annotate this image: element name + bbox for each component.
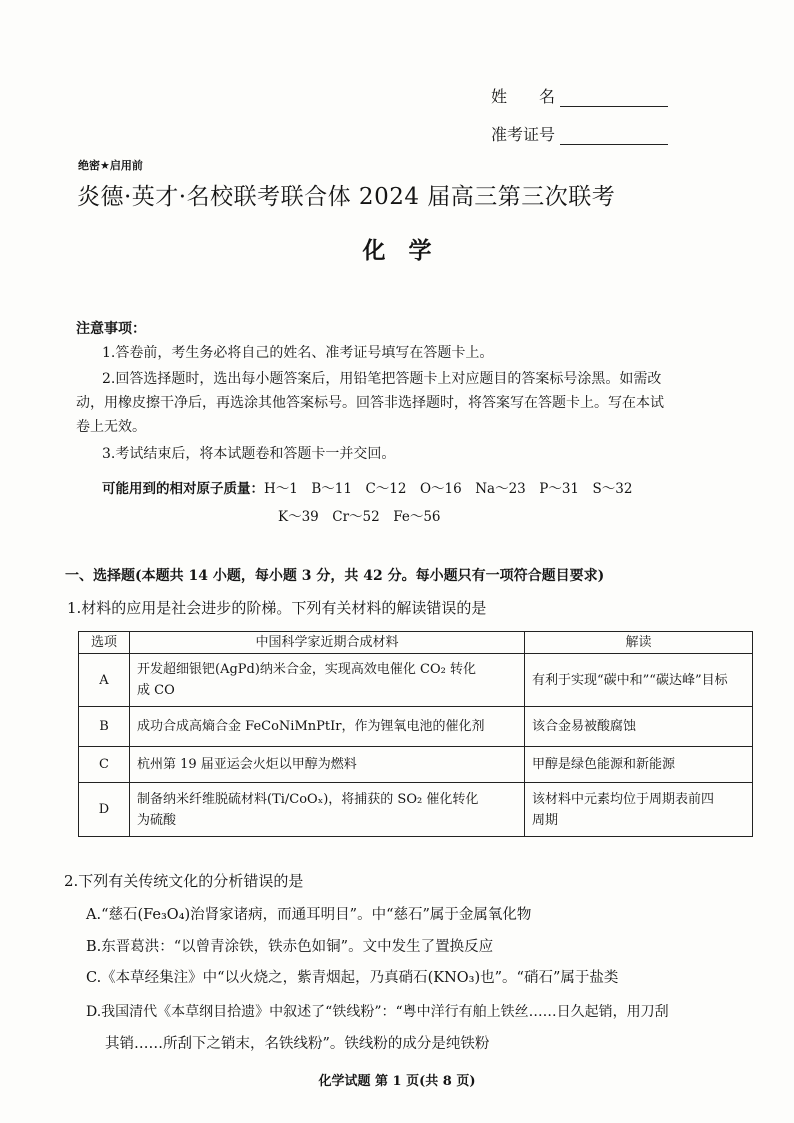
question-2-option-d-line-1: D.我国清代《本草纲目拾遗》中叙述了“铁线粉”：“粤中洋行有舶上铁丝……日久起销，用刀刮 [86,1004,669,1020]
row-interpretation: 甲醇是绿色能源和新能源 [525,747,753,783]
row-interpretation: 有利于实现“碳中和”“碳达峰”目标 [525,654,753,707]
section-1-heading [65,565,604,585]
row-interpretation: 该合金易被酸腐蚀 [525,707,753,747]
name-label: 姓 名 [491,87,556,106]
question-2-option-c: C.《本草经集注》中“以火烧之，紫青烟起，乃真硝石(KNO₃)也”。“硝石”属于盐类 [86,970,619,986]
notice-item-2-line-2: 动，用橡皮擦干净后，再选涂其他答案标号。回答非选择题时，将答案写在答题卡上。写在本试 [76,395,664,411]
header-material: 中国科学家近期合成材料 [130,632,525,654]
name-blank [560,88,668,107]
exam-id-label: 准考证号 [491,125,556,144]
row-material-line: 成 CO [137,683,175,698]
notice-item-2-line-1: 2.回答选择题时，选出每小题答案后，用铅笔把答题卡上对应题目的答案标号涂黑。如需改 [102,371,662,387]
row-option: A [79,654,130,707]
row-option: B [79,707,130,747]
atomic-mass-values-1: H～1 B～11 C～12 O～16 Na～23 P～31 S～32 [264,481,633,497]
exam-id-field-row [491,122,668,145]
exam-id-blank [560,126,668,145]
question-2-option-d-line-2: 其销……所刮下之销末，名铁线粉”。铁线粉的成分是纯铁粉 [105,1036,490,1052]
table-row [79,654,753,707]
header-option: 选项 [79,632,130,654]
row-material [130,783,525,837]
atomic-mass-line-1 [102,477,632,497]
row-material [130,654,525,707]
row-option: D [79,783,130,837]
row-material: 杭州第 19 届亚运会火炬以甲醇为燃料 [130,747,525,783]
row-material-line: 开发超细银钯(AgPd)纳米合金，实现高效电催化 CO₂ 转化 [137,662,477,677]
question-1-table-wrap [78,631,753,837]
notice-item-3: 3.考试结束后，将本试题卷和答题卡一并交回。 [102,446,396,462]
notice-item-2-line-3: 卷上无效。 [76,419,146,435]
row-option: C [79,747,130,783]
row-material-line: 为硫酸 [137,812,177,828]
page-footer: 化学试题 第 1 页(共 8 页) [318,1074,476,1089]
notice-item-1: 1.答卷前，考生务必将自己的姓名、准考证号填写在答题卡上。 [102,345,494,361]
subject-title: 化 学 [362,238,432,264]
row-interpretation-line: 该材料中元素均位于周期表前四 [532,791,715,807]
question-2-stem: 2.下列有关传统文化的分析错误的是 [64,872,304,890]
question-2-option-b: B.东晋葛洪：“以曾青涂铁，铁赤色如铜”。文中发生了置换反应 [86,939,494,955]
confidential-label: 绝密★启用前 [78,159,143,172]
notice-title: 注意事项： [76,321,146,337]
table-row [79,783,753,837]
name-field-row [491,84,668,107]
table-row [79,747,753,783]
header-interpretation: 解读 [525,632,753,654]
table-header-row [79,632,753,654]
section-1-note: (本题共 14 小题，每小题 3 分，共 42 分。每小题只有一项符合题目要求) [135,568,605,584]
question-1-stem: 1.材料的应用是社会进步的阶梯。下列有关材料的解读错误的是 [67,599,487,617]
row-interpretation-line: 周期 [532,812,559,828]
question-1-table [78,631,753,837]
section-1-title: 一、选择题 [65,568,135,584]
atomic-mass-values-2: K～39 Cr～52 Fe～56 [278,509,441,525]
row-material: 成功合成高熵合金 FeCoNiMnPtIr，作为锂氧电池的催化剂 [130,707,525,747]
exam-title: 炎德·英才·名校联考联合体 2024 届高三第三次联考 [77,184,616,210]
atomic-mass-label: 可能用到的相对原子质量： [102,481,264,497]
row-material-line: 制备纳米纤维脱硫材料(Ti/CoOₓ)，将捕获的 SO₂ 催化转化 [137,791,479,807]
row-interpretation [525,783,753,837]
question-2-option-a: A.“慈石(Fe₃O₄)治肾家诸病，而通耳明目”。中“慈石”属于金属氧化物 [86,907,532,923]
table-row [79,707,753,747]
